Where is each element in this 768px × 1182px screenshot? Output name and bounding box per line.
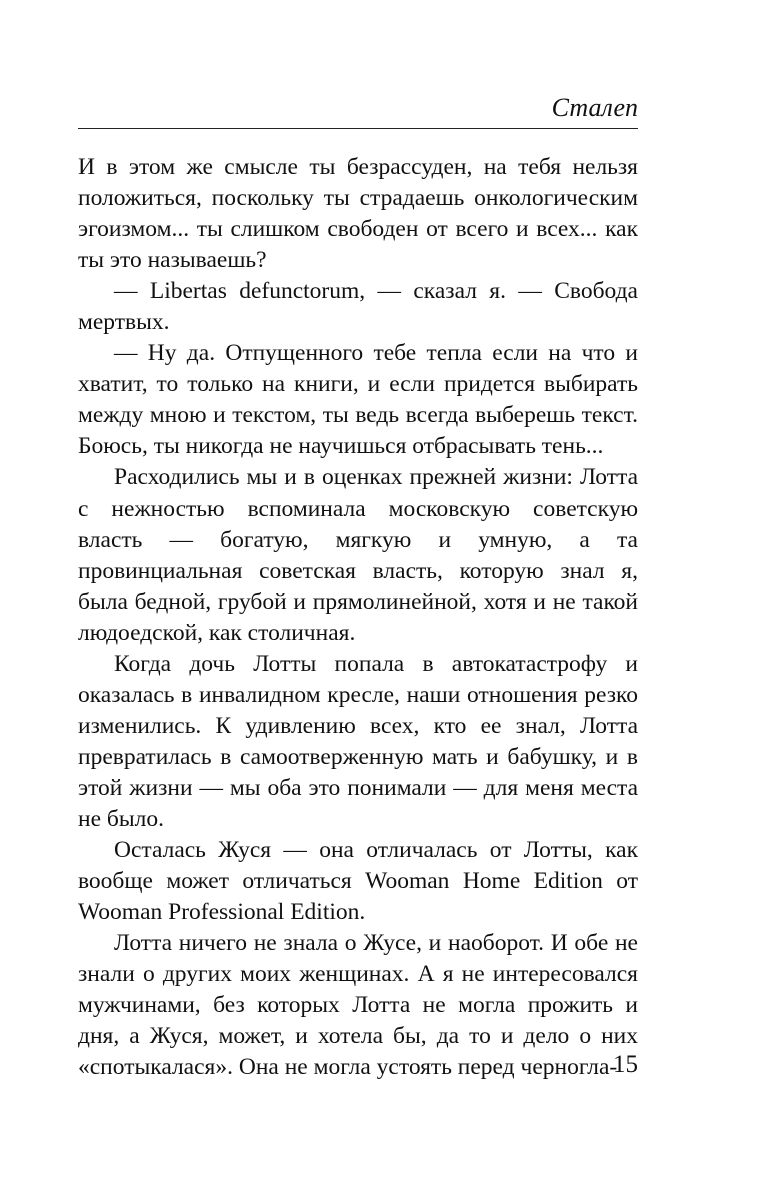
paragraph-1: И в этом же смысле ты безрассуден, на тебя нельзя положиться, поскольку ты страдаешь онкологическим эгоизмом... ты слишком свободен от всего и всех... как ты это называешь? [78, 154, 638, 274]
running-head: Сталеп [551, 93, 638, 122]
paragraph-5: Когда дочь Лотты попала в автокатастрофу и оказалась в инвалидном кресле, наши отношения резко изменились. К удивлению всех, кто ее знал, Лотта превратилась в самоотверженную мать и бабушку, и в этой жизни — мы оба это понимали — для меня места не было. [78, 650, 638, 832]
paragraph-4: Расходились мы и в оценках прежней жизни: Лотта с нежностью вспоминала московскую советскую власть — богатую, мягкую и умную, а та провинциальная советская власть, которую знал я, была бедной, грубой и прямолинейной, хотя и не такой людоедской, как столичная. [78, 464, 638, 646]
body-text [78, 152, 638, 1083]
paragraph-2: — Libertas defunctorum, — сказал я. — Свобода мертвых. [78, 278, 638, 336]
paragraph-6: Осталась Жуся — она отличалась от Лотты, как вообще может отличаться Wooman Home Edition от Wooman Professional Edition. [78, 837, 638, 926]
header-rule [78, 128, 638, 129]
paragraph-7: Лотта ничего не знала о Жусе, и наоборот. И обе не знали о других моих женщинах. А я не интересовался мужчинами, без которых Лотта не могла прожить и дня, а Жуся, может, и хотела бы, да то и дело о них «спотыкалася». Она не могла устоять перед черногла- [78, 930, 638, 1081]
page-number: 15 [613, 1051, 638, 1078]
paragraph-3: — Ну да. Отпущенного тебе тепла если на что и хватит, то только на книги, и если придется выбирать между мною и текстом, ты ведь всегда выберешь текст. Боюсь, ты никогда не научишься отбрасывать тень... [78, 340, 638, 460]
